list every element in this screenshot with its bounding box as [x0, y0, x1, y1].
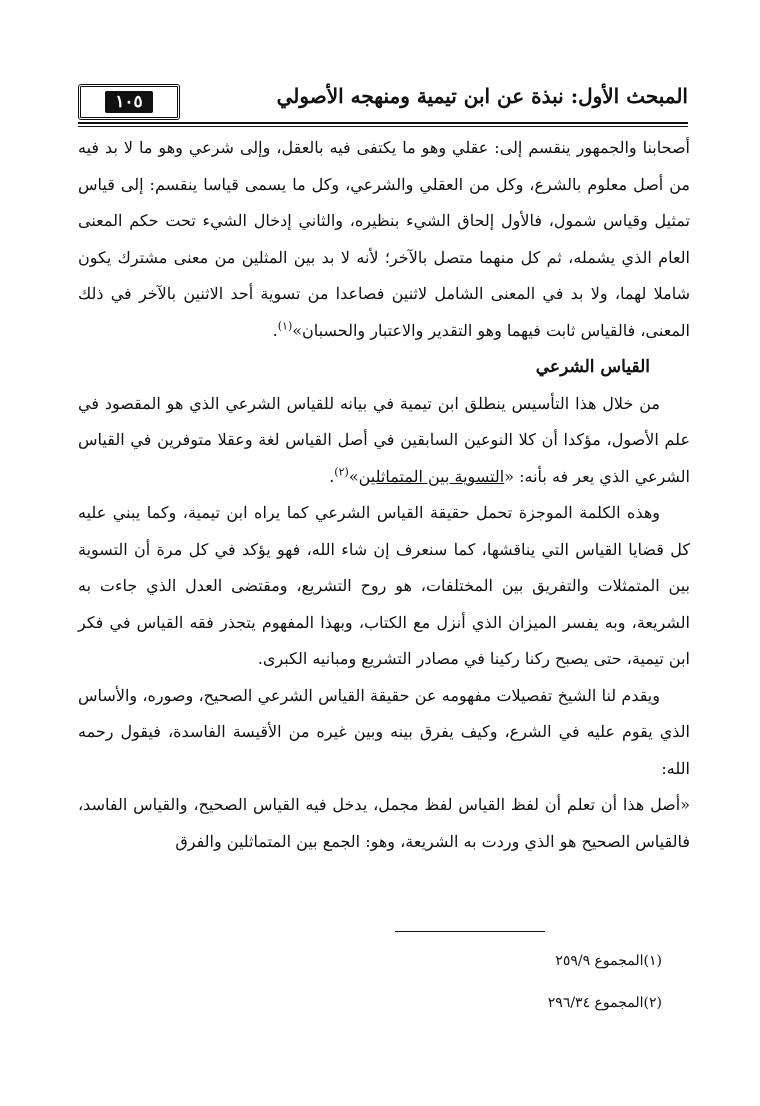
footnotes — [200, 940, 690, 1024]
footnote-marker-1: (١) — [277, 319, 293, 333]
paragraph-3: وهذه الكلمة الموجزة تحمل حقيقة القياس الشرعي كما يراه ابن تيمية، وكما يبني عليه كل قضايا القياس التي يناقشها، كما سنعرف إن شاء الله، فهو يؤكد في كل مرة أن التسوية بين المتمثلات والتفريق بين المختلفات، هو روح التشريع، ومقتضى العدل الذي جاءت به الشريعة، وبه يفسر الميزان الذي أنزل مع الكتاب، وبهذا المفهوم يتجذر فقه القياس في فكر ابن تيمية، حتى يصبح ركنا ركينا في مصادر التشريع ومبانيه الكبرى. — [78, 503, 690, 668]
header-rule — [78, 122, 688, 124]
page-header — [78, 80, 688, 122]
running-title: المبحث الأول: نبذة عن ابن تيمية ومنهجه الأصولي — [276, 84, 688, 108]
paragraph-4: ويقدم لنا الشيخ تفصيلات مفهومه عن حقيقة القياس الشرعي الصحيح، وصوره، والأساس الذي يقوم عليه في الشرع، وكيف يفرق بينه وبين غيره من الأقيسة الفاسدة، فيقول رحمه الله: — [78, 685, 690, 778]
header-rule-thin — [78, 126, 688, 127]
paragraph-5: «أصل هذا أن تعلم أن لفظ القياس لفظ مجمل، يدخل فيه القياس الصحيح، والقياس الفاسد، فالقياس الصحيح هو الذي وردت به الشريعة، وهو: الجمع بين المتماثلين والفرق — [78, 795, 690, 851]
footnote-2: (٢)المجموع ٢٩٦/٣٤ — [547, 995, 662, 1011]
footnote-separator — [395, 931, 545, 932]
page-number-box — [78, 84, 180, 120]
paragraph-1: أصحابنا والجمهور ينقسم إلى: عقلي وهو ما يكتفى فيه بالعقل، وإلى شرعي وهو ما لا بد فيه من أصل معلوم بالشرع، وكل من العقلي والشرعي، وكل ما يسمى قياسا ينقسم: إلى قياس تمثيل وقياس شمول، فالأول إلحاق الشيء بنظيره، والثاني إدخال الشيء تحت حكم المعنى العام الذي يشمله، ثم كل منهما متصل بالآخر؛ لأنه لا بد بين المثلين من معنى مشترك يكون شاملا لهما، ولا بد في المعنى الشامل لاثنين فصاعدا من تسوية أحد الاثنين بالآخر في ذلك المعنى، فالقياس ثابت فيهما وهو التقدير والاعتبار والحسبان»$^{(١)}$. — [78, 138, 690, 340]
paragraph-2-text: من خلال هذا التأسيس ينطلق ابن تيمية في بيانه للقياس الشرعي الذي هو المقصود في علم الأصول، مؤكدا أن كلا النوعين السابقين في أصل القياس لغة وعقلا متوفرين في القياس الشرعي الذي يعر فه بأنه: « — [78, 393, 690, 486]
paragraph-1-text: أصحابنا والجمهور ينقسم إلى: عقلي وهو ما يكتفى فيه بالعقل، وإلى شرعي وهو ما لا بد فيه من أصل معلوم بالشرع، وكل من العقلي والشرعي، وكل ما يسمى قياسا ينقسم: إلى قياس تمثيل وقياس شمول، فالأول إلحاق الشيء بنظيره، والثاني إدخال الشيء تحت حكم المعنى العام الذي يشمله، ثم كل منهما متصل بالآخر؛ لأنه لا بد بين المثلين من معنى مشترك يكون شاملا لهما، ولا بد في المعنى الشامل لاثنين فصاعدا من تسوية أحد الاثنين بالآخر في ذلك المعنى، فالقياس ثابت فيهما وهو التقدير والاعتبار والحسبان» — [78, 138, 690, 340]
paragraph-2-close: » — [348, 466, 359, 486]
footnote-1: (١)المجموع ٢٥٩/٩ — [555, 953, 662, 969]
paragraph-2: من خلال هذا التأسيس ينطلق ابن تيمية في بيانه للقياس الشرعي الذي هو المقصود في علم الأصول، مؤكدا أن كلا النوعين السابقين في أصل القياس لغة وعقلا متوفرين في القياس الشرعي الذي يعر فه بأنه: «التسوية بين المتماثلين»$^{(٢)}$. — [78, 393, 690, 486]
footnote-marker-2: (٢) — [334, 465, 349, 479]
main-text — [78, 130, 690, 860]
page-number: ١٠٥ — [105, 91, 152, 113]
definition-underlined: التسوية بين المتماثلين — [358, 466, 505, 486]
section-heading: القياس الشرعي — [535, 357, 650, 377]
